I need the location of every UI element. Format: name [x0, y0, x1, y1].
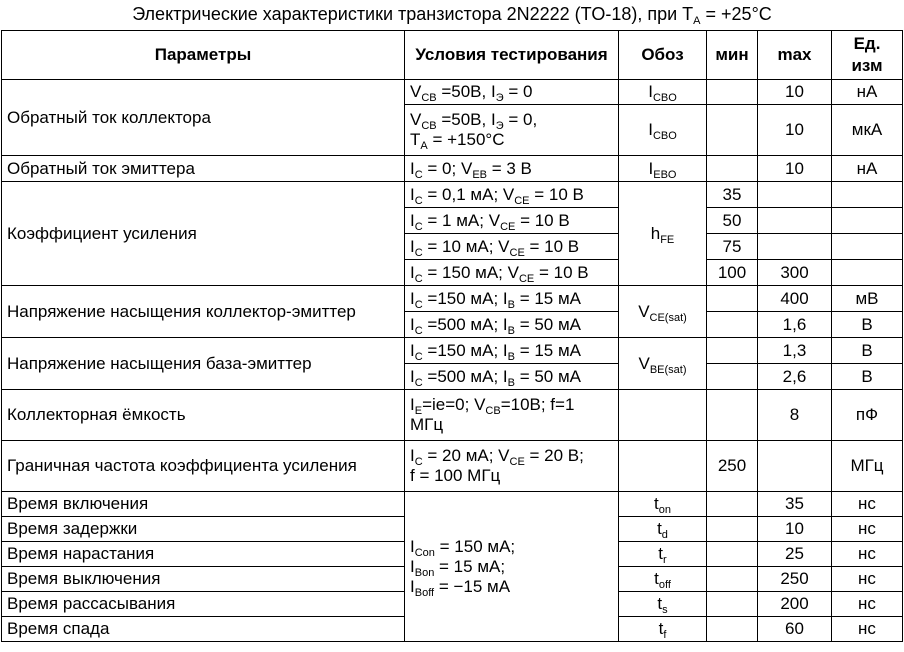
max-value: 400 [758, 286, 832, 312]
symbol [619, 390, 707, 441]
table-row [2, 441, 903, 492]
unit: нс [832, 567, 903, 592]
symbol: $V_{CE(sat)}$ [619, 286, 707, 338]
test-condition: $I_C = 0,1$ мА; $V_{CE} = 10$ В [405, 182, 619, 208]
test-condition: $I_C = 150$ мА; $V_{CE} = 10$ В [405, 260, 619, 286]
unit: нА [832, 80, 903, 105]
param-name: Коллекторная ёмкость [2, 390, 405, 441]
unit: нс [832, 542, 903, 567]
page-title: Электрические характеристики транзистора 2N2222 (TO-18), при $T_A = +25^\circ C$ [132, 4, 772, 27]
test-condition: $I_C =150$ мА; $I_B = 15$ мА [405, 338, 619, 364]
table-row [2, 80, 903, 105]
symbol: $I_{CBO}$ [619, 80, 707, 105]
unit: нс [832, 617, 903, 642]
symbol: $t_s$ [619, 592, 707, 617]
min-value: 75 [707, 234, 758, 260]
header-cond: Условия тестирования [405, 31, 619, 80]
max-value [758, 182, 832, 208]
param-name: Время задержки [2, 517, 405, 542]
unit: нс [832, 492, 903, 517]
min-value [707, 286, 758, 312]
table-row [2, 492, 903, 517]
unit: нс [832, 517, 903, 542]
max-value: 35 [758, 492, 832, 517]
test-condition: $V_{CB} =50В$, $I_Э = 0$ [405, 80, 619, 105]
max-value [758, 208, 832, 234]
unit: В [832, 312, 903, 338]
table-row [2, 182, 903, 208]
unit [832, 182, 903, 208]
test-condition: $I_C = 10$ мА; $V_{CE} = 10$ В [405, 234, 619, 260]
symbol: $t_f$ [619, 617, 707, 642]
max-value: 300 [758, 260, 832, 286]
header-sym: Обоз [619, 31, 707, 80]
unit [832, 260, 903, 286]
header-unit: Ед. изм [832, 31, 903, 80]
min-value [707, 312, 758, 338]
param-name: Обратный ток коллектора [2, 80, 405, 156]
param-name: Время спада [2, 617, 405, 642]
test-condition: $V_{CB} =50В$, $I_Э = 0$, $T_A = +150^\circ C$ [405, 105, 619, 156]
unit: мкА [832, 105, 903, 156]
param-name: Время рассасывания [2, 592, 405, 617]
header-min: мин [707, 31, 758, 80]
unit: МГц [832, 441, 903, 492]
max-value: 250 [758, 567, 832, 592]
symbol: $I_{CBO}$ [619, 105, 707, 156]
min-value [707, 105, 758, 156]
param-name: Коэффициент усиления [2, 182, 405, 286]
header-param: Параметры [2, 31, 405, 80]
test-condition: $I_C =150$ мА; $I_B = 15$ мА [405, 286, 619, 312]
min-value: 250 [707, 441, 758, 492]
symbol: $t_d$ [619, 517, 707, 542]
min-value: 50 [707, 208, 758, 234]
max-value: 1,6 [758, 312, 832, 338]
table-row [2, 156, 903, 182]
min-value [707, 364, 758, 390]
max-value: 8 [758, 390, 832, 441]
param-name: Граничная частота коэффициента усиления [2, 441, 405, 492]
symbol: $h_{FE}$ [619, 182, 707, 286]
header-row [2, 31, 903, 80]
table-row [2, 390, 903, 441]
test-condition: $I_C =500$ мА; $I_B = 50$ мА [405, 312, 619, 338]
max-value: 25 [758, 542, 832, 567]
symbol: $t_{off}$ [619, 567, 707, 592]
param-name: Напряжение насыщения база-эмиттер [2, 338, 405, 390]
max-value: 60 [758, 617, 832, 642]
param-name: Время нарастания [2, 542, 405, 567]
unit: нс [832, 592, 903, 617]
min-value [707, 338, 758, 364]
symbol: $t_r$ [619, 542, 707, 567]
symbol: $I_{EBO}$ [619, 156, 707, 182]
test-condition: $I_C = 0$; $V_{EB} = 3$ В [405, 156, 619, 182]
max-value: 2,6 [758, 364, 832, 390]
symbol: $t_{on}$ [619, 492, 707, 517]
max-value [758, 234, 832, 260]
unit: мВ [832, 286, 903, 312]
table-row [2, 286, 903, 312]
symbol: $V_{BE(sat)}$ [619, 338, 707, 390]
min-value [707, 617, 758, 642]
table-row [2, 338, 903, 364]
symbol [619, 441, 707, 492]
characteristics-table [1, 30, 903, 642]
max-value: 1,3 [758, 338, 832, 364]
min-value [707, 592, 758, 617]
max-value: 10 [758, 517, 832, 542]
min-value: 100 [707, 260, 758, 286]
unit: нА [832, 156, 903, 182]
test-condition: $I_C =500$ мА; $I_B = 50$ мА [405, 364, 619, 390]
min-value [707, 567, 758, 592]
test-condition: $I_{Con} = 150$ мА; $I_{Bon} = 15$ мА; $I_{Boff} = -15$ мА [405, 492, 619, 642]
param-name: Напряжение насыщения коллектор-эмиттер [2, 286, 405, 338]
unit: В [832, 338, 903, 364]
max-value: 200 [758, 592, 832, 617]
min-value [707, 80, 758, 105]
min-value [707, 542, 758, 567]
param-name: Время выключения [2, 567, 405, 592]
max-value [758, 441, 832, 492]
param-name: Время включения [2, 492, 405, 517]
max-value: 10 [758, 105, 832, 156]
min-value [707, 492, 758, 517]
param-name: Обратный ток эмиттера [2, 156, 405, 182]
unit [832, 234, 903, 260]
test-condition: $I_C = 20$ мА; $V_{CE} = 20$ В; f = 100 МГц [405, 441, 619, 492]
unit: В [832, 364, 903, 390]
header-max: max [758, 31, 832, 80]
min-value [707, 390, 758, 441]
min-value: 35 [707, 182, 758, 208]
max-value: 10 [758, 80, 832, 105]
max-value: 10 [758, 156, 832, 182]
test-condition: $I_C = 1$ мА; $V_{CE} = 10$ В [405, 208, 619, 234]
min-value [707, 517, 758, 542]
unit [832, 208, 903, 234]
test-condition: $I_E=ie=0$; $V_{CB}=10В$; f=1 МГц [405, 390, 619, 441]
unit: пФ [832, 390, 903, 441]
min-value [707, 156, 758, 182]
